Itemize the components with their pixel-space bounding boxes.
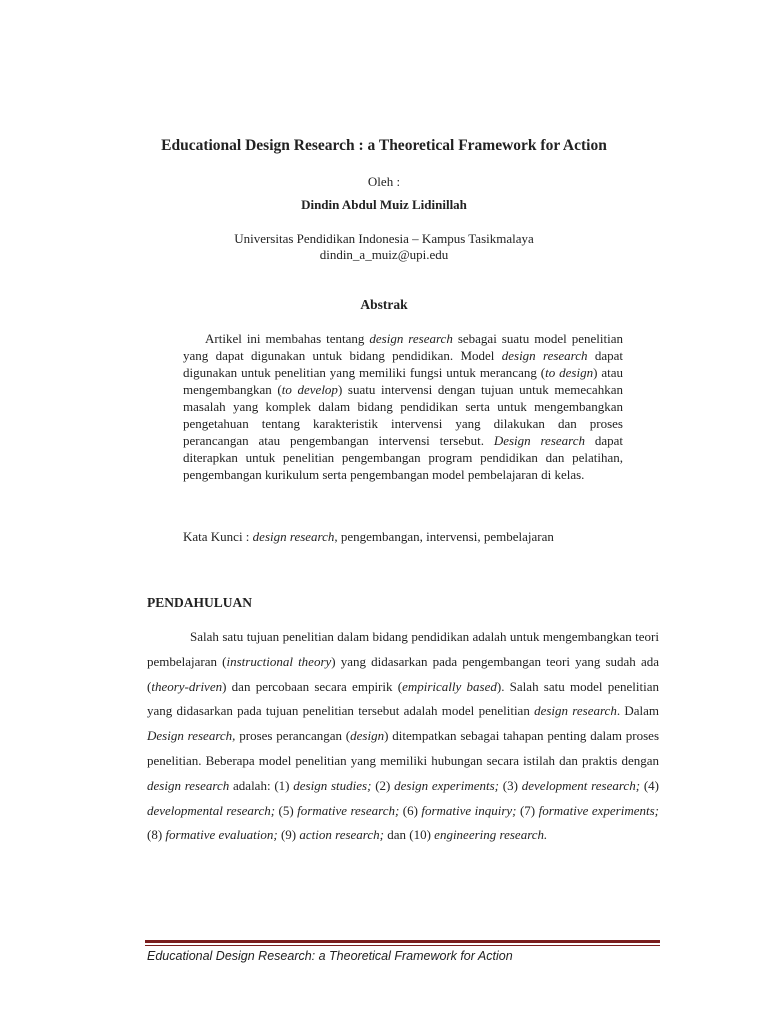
intro-italic: formative inquiry; [421, 802, 517, 818]
intro-text: . Dalam [616, 703, 659, 719]
abstract-italic: to design [545, 365, 594, 380]
intro-italic: empirically based [402, 678, 497, 694]
intro-text: (3) [499, 777, 522, 793]
abstract-text: Artikel ini membahas tentang [205, 331, 370, 346]
footer-rule-thin [145, 945, 660, 946]
intro-italic: design experiments; [394, 777, 499, 793]
abstract-italic: design research [369, 331, 453, 346]
intro-italic: instructional theory [226, 653, 332, 669]
intro-italic: action research; [299, 827, 384, 843]
abstract-text: dapat diterapkan untuk penelitian pengembangan program pendidikan dan pelatihan, pengembangan kurikulum serta pengembangan model pembelajaran di kelas. [183, 433, 623, 482]
intro-italic: formative research; [297, 802, 400, 818]
intro-italic: theory-driven [151, 678, 223, 694]
running-footer: Educational Design Research: a Theoretical Framework for Action [147, 949, 513, 963]
abstract-body [183, 330, 623, 483]
intro-text: ) yang didasarkan pada pengembangan teori yang sudah ada ( [147, 653, 659, 694]
intro-text: Salah satu tujuan penelitian dalam bidang pendidikan adalah untuk mengembangkan teori pembelajaran ( [147, 629, 659, 669]
intro-text: (2) [371, 777, 395, 793]
abstract-text: dapat digunakan untuk penelitian yang memiliki fungsi untuk merancang ( [183, 348, 623, 380]
intro-italic: design studies; [293, 777, 372, 793]
intro-text: (4) [640, 777, 659, 793]
intro-text: (5) [275, 802, 298, 818]
intro-text: ) dan percobaan secara empirik ( [222, 678, 403, 694]
intro-text: (9) [277, 827, 300, 843]
intro-text: (6) [399, 802, 422, 818]
abstract-italic: design research [501, 348, 588, 363]
intro-text: proses perancangan ( [235, 728, 351, 744]
intro-italic: developmental research; [147, 802, 276, 818]
keyword-italic: design research [252, 529, 335, 544]
abstract-italic: to develop [281, 382, 338, 397]
intro-italic: design [350, 728, 385, 744]
affiliation-block [0, 231, 768, 263]
keywords-label: Kata Kunci : [183, 529, 253, 544]
affiliation: Universitas Pendidikan Indonesia – Kampus Tasikmalaya [234, 231, 534, 246]
author-email: dindin_a_muiz@upi.edu [319, 247, 449, 262]
abstract-text: ) atau mengembangkan ( [183, 365, 623, 397]
keywords-line [183, 529, 623, 545]
intro-text: adalah: (1) [229, 777, 294, 793]
intro-text: (7) [516, 802, 539, 818]
byline-label: Oleh : [367, 174, 401, 189]
abstract-italic: Design research [493, 433, 586, 448]
intro-text: (8) [147, 827, 166, 843]
intro-text: ). Salah satu model penelitian yang didasarkan pada tujuan penelitian tersebut adalah model penelitian [147, 678, 659, 719]
abstract-paragraph [183, 330, 623, 483]
intro-paragraph [147, 625, 659, 848]
intro-body [147, 625, 659, 848]
section-heading: PENDAHULUAN [147, 595, 253, 610]
intro-italic: design research [147, 777, 230, 793]
intro-italic: development research; [521, 777, 641, 793]
intro-italic: formative experiments; [538, 802, 659, 818]
intro-text: dan (10) [383, 827, 435, 843]
paper-title: Educational Design Research : a Theoretical Framework for Action [161, 137, 607, 154]
abstract-text: sebagai suatu model penelitian yang dapat digunakan untuk bidang pendidikan. Model [183, 331, 623, 363]
abstract-text: ) suatu intervensi dengan tujuan untuk memecahkan masalah yang komplek dalam bidang pendidikan serta untuk mengembangkan pengetahuan tentang karakteristik intervensi yang dilakukan dan proses perancangan atau pengembangan intervensi tersebut. [183, 382, 623, 448]
footer-rule-thick [145, 940, 660, 943]
intro-italic: Design research, [147, 728, 236, 744]
intro-text: ) ditempatkan sebagai tahapan penting dalam proses penelitian. Beberapa model penelitian yang memiliki hubungan secara istilah dan praktis dengan [147, 728, 659, 768]
intro-italic: design research [534, 703, 617, 719]
author-name: Dindin Abdul Muiz Lidinillah [301, 197, 467, 212]
intro-italic: engineering research. [434, 827, 548, 843]
abstract-heading: Abstrak [360, 297, 408, 312]
keywords-rest: , pengembangan, intervensi, pembelajaran [334, 529, 554, 544]
intro-italic: formative evaluation; [165, 827, 278, 843]
